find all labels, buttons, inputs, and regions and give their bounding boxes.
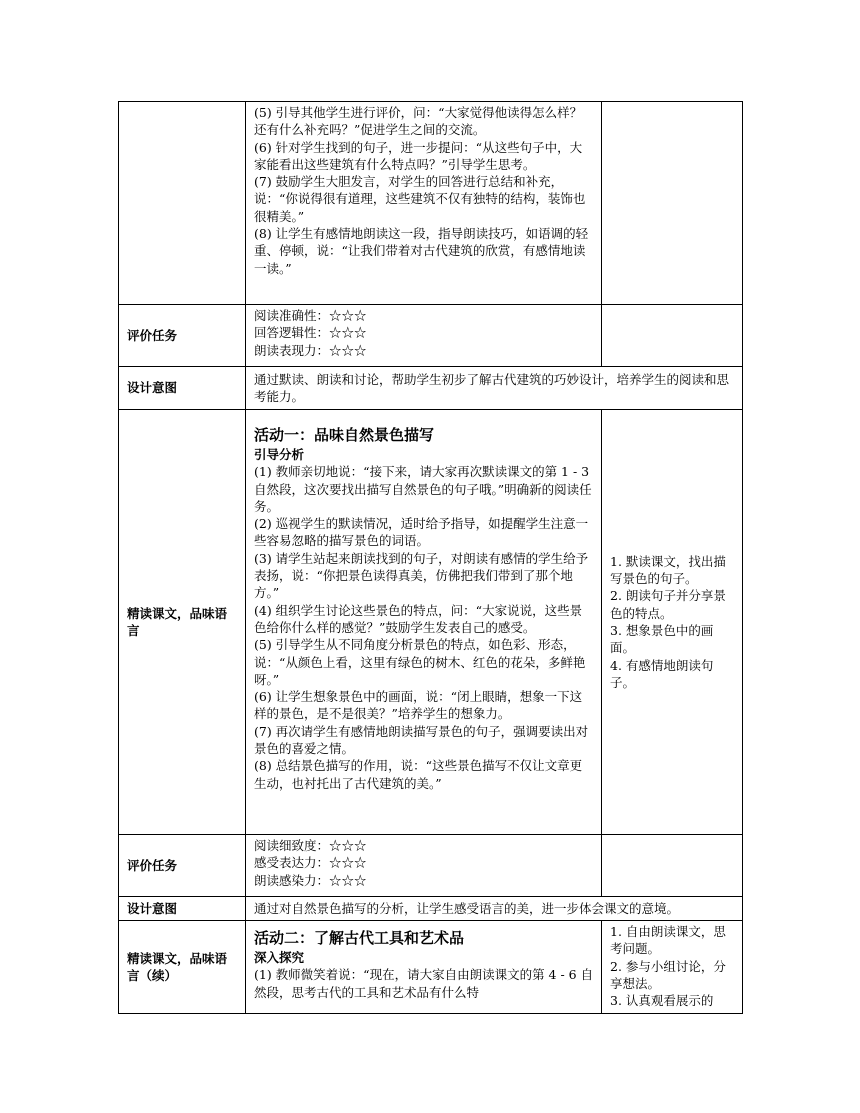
student-activity: 2. 朗读句子并分享景色的特点。 — [610, 588, 726, 621]
row-label: 设计意图 — [119, 897, 246, 921]
table-row — [119, 410, 743, 835]
table-row — [119, 921, 743, 1014]
student-activity: 2. 参与小组讨论，分享想法。 — [610, 958, 726, 991]
section-subtitle: 深入探究 — [254, 950, 305, 965]
row-label: 评价任务 — [119, 305, 246, 367]
activity-cell — [602, 410, 743, 835]
table-row — [119, 305, 743, 367]
rating-line: 朗读感染力：☆☆☆ — [254, 872, 367, 888]
paragraph: (5) 引导学生从不同角度分析景色的特点，如色彩、形态，说：“从颜色上看，这里有绿色的树木、红色的花朵，多鲜艳呀。” — [254, 637, 586, 687]
empty-cell — [602, 835, 743, 897]
content-cell — [246, 835, 602, 897]
paragraph: (6) 针对学生找到的句子，进一步提问：“从这些句子中，大家能看出这些建筑有什么特点吗？”引导学生思考。 — [254, 139, 583, 172]
row-label: 设计意图 — [119, 367, 246, 410]
content-cell — [246, 305, 602, 367]
paragraph: (2) 巡视学生的默读情况，适时给予指导，如提醒学生注意一些容易忽略的描写景色的词语。 — [254, 516, 589, 549]
design-intent-text: 通过默读、朗读和讨论，帮助学生初步了解古代建筑的巧妙设计，培养学生的阅读和思考能力。 — [246, 367, 743, 410]
rating-line: 阅读细致度：☆☆☆ — [254, 838, 367, 853]
rating-line: 朗读表现力：☆☆☆ — [254, 342, 367, 358]
rating-line: 阅读准确性：☆☆☆ — [254, 308, 367, 323]
table-row — [119, 102, 743, 305]
student-activity: 1. 默读课文，找出描写景色的句子。 — [610, 553, 726, 587]
row-label: 精读课文，品味语言（续） — [119, 921, 246, 1014]
paragraph: (8) 让学生有感情地朗读这一段，指导朗读技巧，如语调的轻重、停顿，说：“让我们带着对古代建筑的欣赏，有感情地读一读。” — [254, 226, 589, 276]
paragraph: (4) 组织学生讨论这些景色的特点，问：“大家说说，这些景色给你什么样的感觉？”鼓励学生发表自己的感受。 — [254, 602, 583, 635]
paragraph: (8) 总结景色描写的作用，说：“这些景色描写不仅让文章更生动，也衬托出了古代建筑的美。” — [254, 758, 583, 791]
paragraph: (7) 鼓励学生大胆发言，对学生的回答进行总结和补充，说：“你说得很有道理，这些建筑不仅有独特的结构，装饰也很精美。” — [254, 174, 586, 224]
row-label — [119, 102, 246, 305]
rating-line: 感受表达力：☆☆☆ — [254, 855, 367, 871]
activity-cell — [602, 102, 743, 305]
row-label: 精读课文，品味语言 — [119, 410, 246, 835]
empty-cell — [602, 305, 743, 367]
content-cell — [246, 921, 602, 1014]
activity-cell — [602, 921, 743, 1014]
student-activity: 4. 有感情地朗读句子。 — [610, 657, 714, 690]
student-activity: 1. 自由朗读课文，思考问题。 — [610, 924, 726, 957]
table-row — [119, 835, 743, 897]
student-activity: 3. 想象景色中的画面。 — [610, 623, 714, 656]
paragraph: (1) 教师微笑着说：“现在，请大家自由朗读课文的第 4 - 6 自然段，思考古代的工具和艺术品有什么特 — [254, 967, 594, 1000]
activity-title: 活动二：了解古代工具和艺术品 — [254, 929, 465, 947]
student-activity: 3. 认真观看展示的 — [610, 993, 714, 1009]
section-subtitle: 引导分析 — [254, 447, 305, 462]
table-row — [119, 367, 743, 410]
row-label: 评价任务 — [119, 835, 246, 897]
paragraph: (6) 让学生想象景色中的画面，说：“闭上眼睛，想象一下这样的景色，是不是很美？”培养学生的想象力。 — [254, 689, 583, 722]
rating-line: 回答逻辑性：☆☆☆ — [254, 325, 367, 341]
paragraph: (3) 请学生站起来朗读找到的句子，对朗读有感情的学生给予表扬，说：“你把景色读得真美，仿佛把我们带到了那个地方。” — [254, 550, 589, 601]
activity-title: 活动一：品味自然景色描写 — [254, 426, 435, 444]
lesson-plan-table — [118, 101, 743, 1014]
design-intent-text: 通过对自然景色描写的分析，让学生感受语言的美，进一步体会课文的意境。 — [246, 897, 743, 921]
content-cell — [246, 102, 602, 305]
table-row — [119, 897, 743, 921]
paragraph: (1) 教师亲切地说：“接下来，请大家再次默读课文的第 1 - 3 自然段，这次要找出描写自然景色的句子哦。”明确新的阅读任务。 — [254, 464, 592, 514]
paragraph: (7) 再次请学生有感情地朗读描写景色的句子，强调要读出对景色的喜爱之情。 — [254, 723, 589, 757]
content-cell — [246, 410, 602, 835]
paragraph: (5) 引导其他学生进行评价，问：“大家觉得他读得怎么样？还有什么补充吗？”促进学生之间的交流。 — [254, 105, 583, 138]
